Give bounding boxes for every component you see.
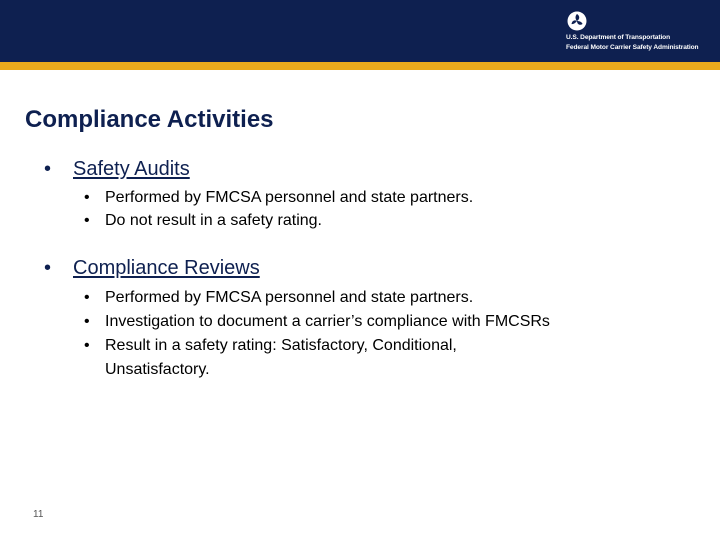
section-heading: Safety Audits xyxy=(73,158,190,180)
dot-triskelion-icon xyxy=(567,11,587,31)
slide-title: Compliance Activities xyxy=(25,106,274,133)
bullet-glyph: • xyxy=(84,313,90,330)
logo-text-fmcsa: Federal Motor Carrier Safety Administration xyxy=(566,44,699,51)
bullet-glyph: • xyxy=(84,337,90,354)
sub-bullet-text: Do not result in a safety rating. xyxy=(105,212,322,229)
sub-bullet-text: Performed by FMCSA personnel and state partners. xyxy=(105,289,474,306)
sub-bullet-text: Unsatisfactory. xyxy=(105,361,210,378)
bullet-glyph: • xyxy=(84,189,90,206)
bullet-glyph: • xyxy=(84,212,90,229)
header-accent-bar xyxy=(0,62,720,70)
section-heading: Compliance Reviews xyxy=(73,257,260,279)
sub-bullet-text: Performed by FMCSA personnel and state partners. xyxy=(105,189,474,206)
sub-bullet-text: Investigation to document a carrier’s compliance with FMCSRs xyxy=(105,313,550,330)
sub-bullet-text: Result in a safety rating: Satisfactory, Conditional, xyxy=(105,337,457,354)
logo-text-dot: U.S. Department of Transportation xyxy=(566,34,671,41)
bullet-glyph: • xyxy=(84,289,90,306)
page-number: 11 xyxy=(33,509,44,520)
bullet-glyph: • xyxy=(44,257,52,279)
bullet-glyph: • xyxy=(44,158,52,180)
dot-fmcsa-logo xyxy=(566,11,711,55)
